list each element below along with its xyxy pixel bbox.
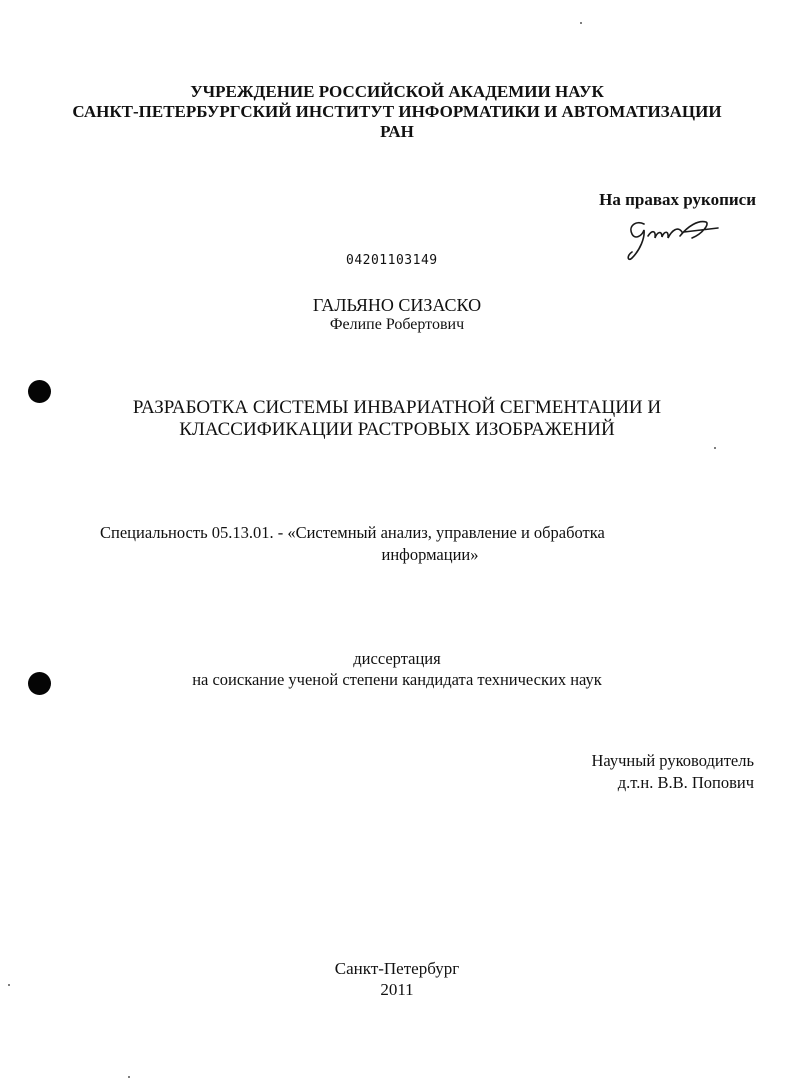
signature-image: [622, 212, 722, 264]
supervisor-label: Научный руководитель: [591, 751, 754, 770]
dissertation-title: [0, 397, 794, 441]
institution-header: [0, 82, 794, 142]
scan-speck: [128, 1076, 130, 1078]
title-line-2: КЛАССИФИКАЦИИ РАСТРОВЫХ ИЗОБРАЖЕНИЙ: [179, 419, 615, 440]
punch-hole-bottom: [28, 672, 51, 695]
year: 2011: [380, 980, 414, 999]
specialty-line-2: информации»: [381, 545, 479, 564]
specialty-line-1: Специальность 05.13.01. - «Системный анализ, управление и обработка: [100, 523, 605, 542]
supervisor-name: д.т.н. В.В. Попович: [617, 773, 754, 792]
institution-line-1: УЧРЕЖДЕНИЕ РОССИЙСКОЙ АКАДЕМИИ НАУК: [190, 82, 604, 101]
institution-line-3: РАН: [380, 122, 414, 141]
author-last-name: ГАЛЬЯНО СИЗАСКО: [312, 295, 482, 315]
degree-line-2: на соискание ученой степени кандидата технических наук: [192, 670, 602, 689]
degree-line-1: диссертация: [353, 649, 441, 668]
punch-hole-top: [28, 380, 51, 403]
place: Санкт-Петербург: [334, 959, 460, 978]
specialty: [100, 522, 760, 566]
scan-speck: [580, 22, 582, 24]
scan-speck: [714, 447, 716, 449]
institution-line-2: САНКТ-ПЕТЕРБУРГСКИЙ ИНСТИТУТ ИНФОРМАТИКИ И АВТОМАТИЗАЦИИ: [72, 102, 722, 121]
degree-statement: [0, 648, 794, 690]
title-line-1: РАЗРАБОТКА СИСТЕМЫ ИНВАРИАТНОЙ СЕГМЕНТАЦИИ И: [132, 397, 662, 418]
place-year-block: [0, 958, 794, 1000]
scan-speck: [8, 984, 10, 986]
manuscript-rights: На правах рукописи: [599, 190, 756, 209]
supervisor-block: [591, 750, 754, 794]
registration-number: 04201103149: [346, 253, 438, 268]
author-first-names: Фелипе Робертович: [329, 316, 465, 333]
